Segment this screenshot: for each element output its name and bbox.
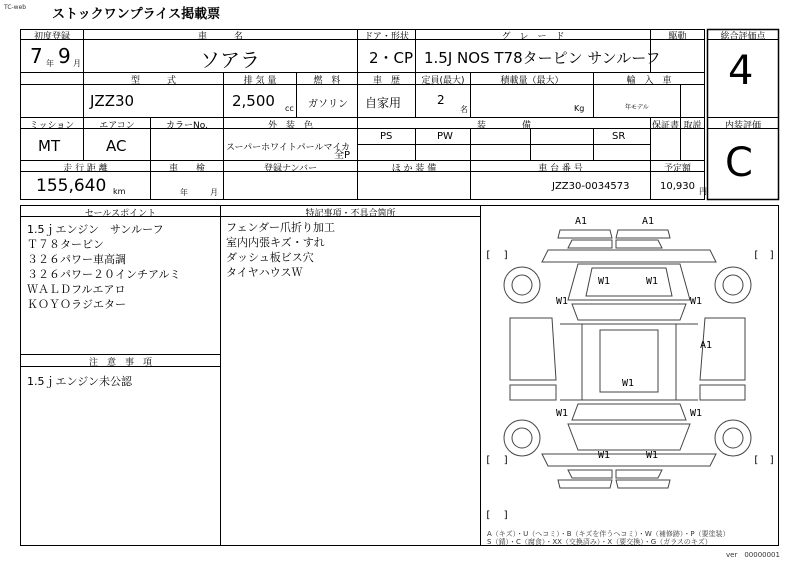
label-mileage: 走 行 距 離 [63,164,108,174]
label-load: 積載量（最大） [500,76,564,86]
label-import: 輸 入 車 [626,76,672,86]
interior-score: C [725,140,753,186]
damage-legend-line2: S（錆）・C（腐食）・XX（交換済み）・X（要交換）・G（ガラスのキズ） [487,538,712,546]
selling-point: ３２６パワー２０インチアルミ [27,268,181,281]
label-manual: 取説 [683,121,702,131]
label-exterior-color: 外 装 色 [267,121,313,131]
import-note: 年モデル [625,104,649,111]
page-title: ストックワンプライス掲載票 [52,7,221,22]
history: 自家用 [365,96,402,110]
bracket-mark: ] [503,455,510,466]
label-overall-score: 総合評価点 [720,32,766,42]
damage-mark: A1 [575,216,588,227]
label-history: 車 歴 [372,76,400,86]
first-reg-month: 9 [58,44,71,68]
damage-mark: W1 [690,296,703,307]
label-first-reg: 初度登録 [33,32,70,42]
capacity-unit: 名 [460,105,468,114]
door-shape: 2・CP [369,49,414,67]
overall-score: 4 [728,48,754,94]
damage-legend-line1: A（キズ）・U（へコミ）・B（キズを伴うへコミ）・W（補修跡）・P（要塗装） [487,530,730,538]
insp-month-unit: 月 [210,188,218,197]
special-note: タイヤハウスＷ [226,266,303,279]
label-car-name: 車 名 [197,32,243,42]
label-door-shape: ドア・形状 [364,32,409,42]
selling-point: ＷＡＬＤフルエアロ [27,283,126,296]
bracket-mark: ] [769,250,776,261]
bracket-mark: [ [753,250,760,261]
price: 10,930 [660,181,695,192]
special-note: フェンダー爪折り加工 [226,221,336,234]
damage-mark: W1 [598,450,611,461]
label-grade: グ レ ー ド [501,32,565,42]
exterior-color: スーパーホワイトパールマイカ [226,143,351,153]
selling-point: 1.5ｊエンジン サンルーフ [27,223,164,236]
grade: 1.5J NOS T78ターピン サンルーフ [424,49,661,67]
price-unit: 円 [699,187,707,196]
first-reg-year: 7 [30,44,43,68]
model: JZZ30 [90,92,135,110]
label-price: 予定額 [663,164,691,174]
damage-mark: W1 [646,276,659,287]
selling-point: Ｔ７８タービン [27,238,104,251]
equip-ps: PS [380,131,393,142]
insp-year-unit: 年 [180,188,188,197]
mileage: 155,640 [36,176,107,196]
damage-mark: A1 [642,216,655,227]
damage-mark: W1 [622,378,635,389]
mission: MT [38,137,61,155]
bracket-mark: [ [485,455,492,466]
year-unit: 年 [46,59,54,68]
bracket-mark: [ [485,250,492,261]
bracket-mark: [ [485,510,492,521]
bracket-mark: ] [503,250,510,261]
car-diagram [504,230,751,488]
month-unit: 月 [73,59,81,68]
fuel: ガソリン [308,99,348,110]
mileage-unit: km [113,187,126,196]
capacity: 2 [437,93,445,107]
label-capacity: 定員(最大) [421,76,465,86]
displacement: 2,500 [232,92,275,110]
label-interior-score: 内装評価 [724,121,761,131]
bracket-mark: ] [769,455,776,466]
damage-mark: W1 [598,276,611,287]
load-unit: Kg [574,104,585,113]
logo: TC-web [4,4,27,11]
equip-sr: SR [612,131,626,142]
label-selling-points: セールスポイント [84,209,157,219]
label-mission: ミッション [29,121,75,131]
damage-mark: W1 [556,408,569,419]
label-inspection: 車 検 [168,164,205,174]
special-note: ダッシュ板ビス穴 [226,251,314,264]
chassis-no: JZZ30-0034573 [552,181,630,192]
label-drive: 駆動 [668,32,687,42]
label-warranty: 保証書 [651,121,679,131]
displacement-unit: cc [285,104,294,113]
label-equipment: 装 備 [476,121,531,131]
label-model: 型 式 [130,76,176,86]
selling-point: ＫＯＹＯラジエター [27,298,126,311]
label-color-no: カラーNo. [166,121,208,131]
label-other-equip: ほ か 装 備 [391,164,437,174]
label-reg-number: 登録ナンバー [264,164,317,174]
car-name: ソアラ [200,48,260,72]
label-chassis-no: 車 台 番 号 [538,164,583,174]
damage-mark: A1 [700,340,713,351]
damage-mark: W1 [690,408,703,419]
bracket-mark: ] [503,510,510,521]
label-fuel: 燃 料 [313,76,341,86]
label-special-notes: 特記事項・不具合箇所 [305,209,396,219]
damage-mark: W1 [556,296,569,307]
bracket-mark: [ [753,455,760,466]
version-label: ver 00000001 [726,551,780,559]
full-paint: 全P [334,150,351,161]
special-note: 室内内張キズ・すれ [226,236,325,249]
label-aircon: エアコン [99,121,135,131]
selling-point: ３２６パワー車高調 [27,253,126,266]
equip-pw: PW [437,131,453,142]
label-cautions: 注 意 事 項 [88,358,152,368]
caution-item: 1.5ｊエンジン未公認 [27,375,132,388]
label-displacement: 排 気 量 [243,76,277,86]
damage-mark: W1 [646,450,659,461]
aircon: AC [106,137,127,155]
